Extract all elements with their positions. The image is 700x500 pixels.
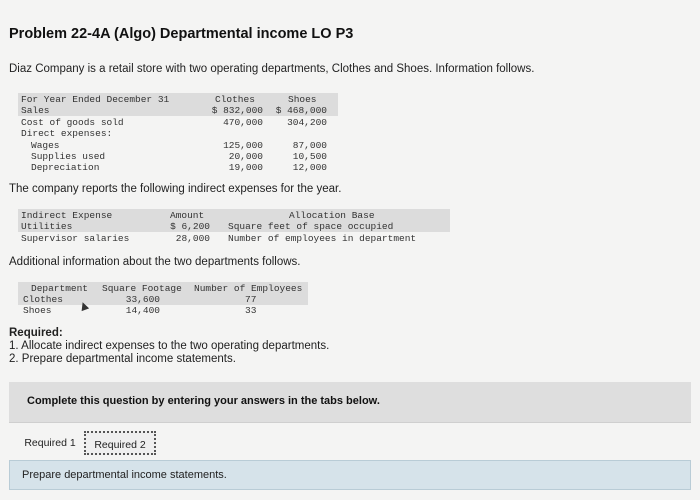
- tab-required-1[interactable]: Required 1: [20, 431, 80, 455]
- table-header-row: [18, 93, 338, 105]
- row-label: Depreciation: [31, 162, 100, 173]
- sqft-value: 33,600: [125, 294, 160, 305]
- expense-label: Supervisor salaries: [21, 233, 130, 244]
- page-title: Problem 22-4A (Algo) Departmental income LO P3: [9, 26, 354, 42]
- tab-required-2[interactable]: Required 2: [84, 431, 156, 455]
- intro-text: Diaz Company is a retail store with two operating departments, Clothes and Shoes. Information follows.: [9, 63, 535, 75]
- employees-value: 77: [245, 294, 257, 305]
- shoes-value: 12,000: [292, 162, 327, 173]
- row-label: Direct expenses:: [21, 128, 113, 139]
- additional-intro: Additional information about the two departments follows.: [9, 256, 301, 268]
- clothes-value: $ 832,000: [211, 105, 263, 116]
- table-header-row: [18, 282, 308, 294]
- clothes-value: 470,000: [223, 117, 263, 128]
- row-label: Sales: [21, 105, 50, 116]
- required-item-1: 1. Allocate indirect expenses to the two operating departments.: [9, 340, 330, 352]
- banner-text: Complete this question by entering your answers in the tabs below.: [27, 395, 380, 407]
- shoes-value: 10,500: [292, 151, 327, 162]
- clothes-value: 125,000: [223, 140, 263, 151]
- tab-content-panel: [9, 460, 691, 490]
- allocation-base-value: Number of employees in department: [228, 233, 417, 244]
- col-amount: Amount: [170, 210, 205, 221]
- shoes-value: 87,000: [292, 140, 327, 151]
- department-label: Shoes: [23, 305, 52, 316]
- shoes-value: 304,200: [287, 117, 327, 128]
- col-shoes: Shoes: [288, 94, 317, 105]
- amount-value: 28,000: [175, 233, 210, 244]
- required-heading: Required:: [9, 327, 63, 339]
- instruction-banner: [9, 382, 691, 423]
- clothes-value: 19,000: [228, 162, 263, 173]
- expense-label: Utilities: [21, 221, 73, 232]
- sqft-value: 14,400: [125, 305, 160, 316]
- panel-instruction: Prepare departmental income statements.: [22, 469, 227, 481]
- employees-value: 33: [245, 305, 257, 316]
- header-label: For Year Ended December 31: [21, 94, 170, 105]
- row-label: Supplies used: [31, 151, 106, 162]
- col-department: Department: [31, 283, 89, 294]
- row-label: Cost of goods sold: [21, 117, 124, 128]
- amount-value: $ 6,200: [170, 221, 210, 232]
- table-header-row: [18, 209, 450, 221]
- department-label: Clothes: [23, 294, 63, 305]
- shoes-value: $ 468,000: [275, 105, 327, 116]
- allocation-base-value: Square feet of space occupied: [228, 221, 394, 232]
- col-expense: Indirect Expense: [21, 210, 113, 221]
- col-clothes: Clothes: [215, 94, 255, 105]
- required-item-2: 2. Prepare departmental income statements.: [9, 353, 236, 365]
- col-square-footage: Square Footage: [102, 283, 182, 294]
- col-allocation-base: Allocation Base: [289, 210, 375, 221]
- row-label: Wages: [31, 140, 60, 151]
- indirect-intro: The company reports the following indirect expenses for the year.: [9, 183, 342, 195]
- col-employees: Number of Employees: [194, 283, 303, 294]
- clothes-value: 20,000: [228, 151, 263, 162]
